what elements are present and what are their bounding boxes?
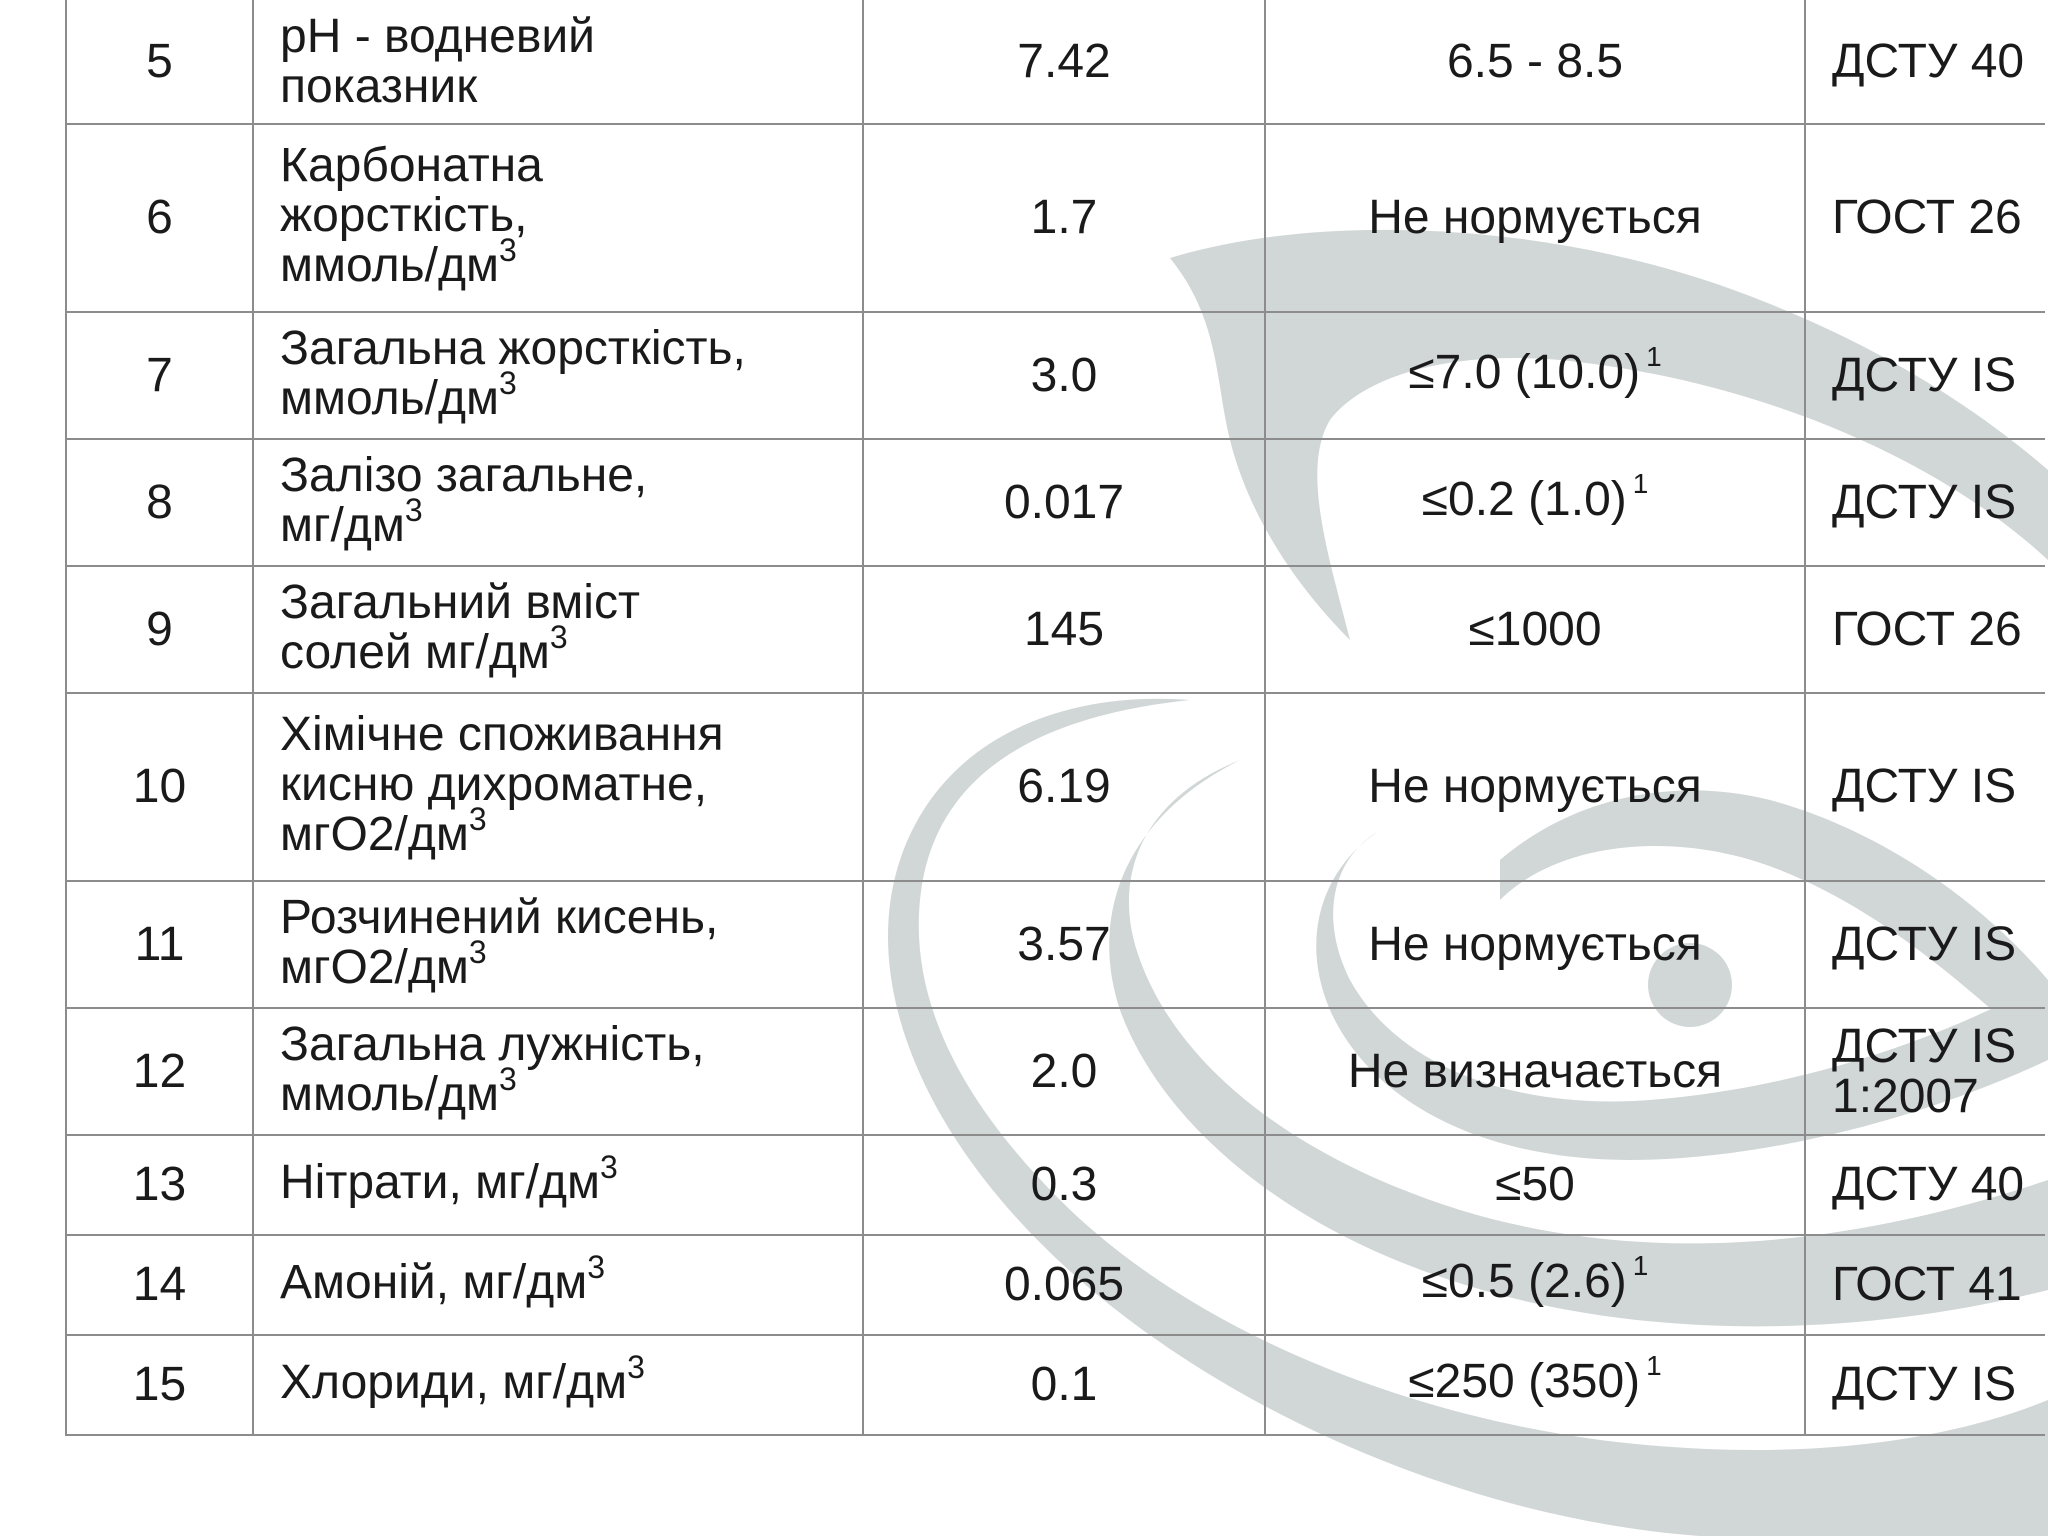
result-value — [863, 124, 1265, 312]
parameter-name-line — [280, 1060, 862, 1124]
parameter-name — [253, 566, 863, 693]
parameter-name-line — [280, 448, 862, 502]
method-text: ДСТУ IS — [1832, 348, 2017, 402]
table-row — [66, 1135, 2045, 1235]
result-value-text: 6.19 — [1017, 760, 1111, 813]
norm-value — [1265, 439, 1805, 566]
row-number — [66, 439, 253, 566]
norm-value — [1265, 881, 1805, 1008]
method-text: ДСТУ 40 — [1832, 34, 2025, 88]
parameter-name-text: Хлориди, мг/дм — [280, 1356, 628, 1409]
method-text: ДСТУ IS — [1832, 1358, 2017, 1411]
parameter-name-text: Загальна жорсткість, — [280, 321, 746, 375]
norm-value — [1265, 1235, 1805, 1335]
row-number — [66, 566, 253, 693]
method-text: ДСТУ 40 — [1832, 1158, 2025, 1211]
parameter-name-line — [280, 191, 862, 241]
water-analysis-table — [65, 0, 2045, 1436]
table-row — [66, 312, 2045, 439]
parameter-subscript: 2 — [367, 808, 395, 861]
parameter-name-line — [280, 1149, 862, 1212]
method-line — [1832, 762, 2045, 812]
parameter-name-text: Амоній, мг/дм — [280, 1256, 588, 1309]
row-number — [66, 124, 253, 312]
method-line — [1832, 602, 2045, 656]
norm-value-text: Не нормується — [1368, 760, 1702, 813]
method-line — [1832, 1260, 2045, 1310]
parameter-name — [253, 124, 863, 312]
result-value-text: 0.1 — [1030, 1358, 1098, 1411]
parameter-name-tail: /дм — [394, 808, 469, 861]
parameter-name-line — [280, 9, 862, 63]
result-value-text: 2.0 — [1030, 1044, 1098, 1098]
norm-value — [1265, 693, 1805, 881]
norm-value-text: ≤0.5 (2.6) — [1421, 1255, 1627, 1308]
parameter-name-line — [280, 618, 862, 682]
table-row — [66, 566, 2045, 693]
table-row — [66, 693, 2045, 881]
method-text: ГОСТ 26 — [1832, 602, 2022, 656]
parameter-superscript: 3 — [627, 1349, 645, 1385]
result-value-text: 0.017 — [1003, 475, 1125, 529]
parameter-superscript: 3 — [549, 618, 568, 655]
norm-value-text: ≤250 (350) — [1408, 1355, 1641, 1408]
parameter-name-text: Загальна лужність, — [280, 1017, 705, 1071]
parameter-name-text: ммоль/дм — [280, 239, 499, 292]
parameter-name — [253, 693, 863, 881]
parameter-name-line — [280, 491, 862, 555]
row-number-text: 12 — [132, 1044, 187, 1098]
row-number-text: 15 — [132, 1358, 187, 1411]
table-row — [66, 881, 2045, 1008]
row-number-text: 5 — [146, 34, 173, 88]
row-number-text: 10 — [132, 760, 187, 813]
row-number — [66, 693, 253, 881]
parameter-name-line — [280, 890, 862, 944]
norm-value-text: Не визначається — [1347, 1044, 1723, 1098]
parameter-name-line — [280, 321, 862, 375]
parameter-name-text: жорсткість, — [280, 189, 528, 242]
parameter-superscript: 3 — [499, 364, 517, 401]
result-value-text: 1.7 — [1030, 191, 1098, 244]
parameter-name-line — [280, 1017, 862, 1071]
parameter-name-line — [280, 710, 862, 760]
table-row — [66, 124, 2045, 312]
result-value — [863, 439, 1265, 566]
parameter-name-line — [280, 801, 862, 864]
table-row — [66, 1235, 2045, 1335]
parameter-name-text: Залізо загальне, — [280, 448, 648, 502]
method-text: ГОСТ 41 — [1832, 1258, 2022, 1311]
norm-footnote: 1 — [1632, 1250, 1649, 1281]
method-standard — [1805, 881, 2045, 1008]
norm-value-text: ≤7.0 (10.0) — [1408, 345, 1641, 399]
norm-value — [1265, 566, 1805, 693]
parameter-name-text: Розчинений кисень, — [280, 890, 719, 944]
method-standard — [1805, 0, 2045, 124]
result-value-text: 3.0 — [1030, 348, 1098, 402]
method-standard — [1805, 693, 2045, 881]
method-text: ДСТУ IS — [1832, 917, 2017, 971]
norm-value — [1265, 312, 1805, 439]
norm-value — [1265, 1335, 1805, 1435]
parameter-name-text: мг/дм — [280, 498, 405, 552]
result-value — [863, 1335, 1265, 1435]
parameter-superscript: 3 — [599, 1149, 618, 1185]
parameter-name — [253, 312, 863, 439]
method-text: 1:2007 — [1832, 1069, 1979, 1123]
method-standard — [1805, 439, 2045, 566]
method-line — [1832, 1019, 2045, 1073]
result-value-text: 0.065 — [1003, 1258, 1125, 1311]
result-value — [863, 693, 1265, 881]
parameter-superscript: 3 — [468, 801, 487, 837]
parameter-name — [253, 0, 863, 124]
parameter-name-line — [280, 141, 862, 191]
norm-value-text: Не нормується — [1368, 191, 1702, 244]
result-value-text: 3.57 — [1017, 917, 1111, 971]
method-line — [1832, 34, 2045, 88]
row-number — [66, 1135, 253, 1235]
parameter-name-text: солей мг/дм — [280, 625, 550, 679]
table-row — [66, 1335, 2045, 1435]
parameter-name — [253, 439, 863, 566]
parameter-name-text: Карбонатна — [280, 139, 543, 192]
result-value-text: 145 — [1023, 602, 1105, 656]
norm-value-text: 6.5 - 8.5 — [1446, 34, 1624, 88]
norm-footnote: 1 — [1646, 340, 1662, 372]
row-number — [66, 881, 253, 1008]
parameter-name-line — [280, 232, 862, 295]
row-number — [66, 0, 253, 124]
parameter-name-text: мгО — [280, 940, 368, 994]
method-line — [1832, 1360, 2045, 1410]
parameter-name-tail: /дм — [394, 940, 469, 994]
row-number — [66, 1235, 253, 1335]
norm-value — [1265, 0, 1805, 124]
method-line — [1832, 1160, 2045, 1210]
method-line — [1832, 475, 2045, 529]
parameter-name-line — [280, 575, 862, 629]
parameter-superscript: 3 — [499, 232, 517, 268]
parameter-name — [253, 1135, 863, 1235]
parameter-name — [253, 881, 863, 1008]
result-value — [863, 566, 1265, 693]
parameter-name-text: показник — [280, 59, 478, 113]
method-text: ДСТУ IS — [1832, 1019, 2017, 1073]
result-value — [863, 312, 1265, 439]
norm-footnote: 1 — [1632, 467, 1649, 499]
row-number-text: 14 — [132, 1258, 187, 1311]
row-number — [66, 1008, 253, 1135]
parameter-superscript: 3 — [468, 933, 487, 970]
result-value — [863, 1235, 1265, 1335]
method-standard — [1805, 312, 2045, 439]
table-row — [66, 439, 2045, 566]
parameter-name-line — [280, 364, 862, 428]
parameter-superscript: 3 — [587, 1249, 606, 1285]
method-line — [1832, 917, 2045, 971]
norm-value-text: ≤50 — [1495, 1158, 1575, 1211]
row-number-text: 7 — [146, 348, 173, 402]
parameter-name — [253, 1008, 863, 1135]
row-number-text: 9 — [146, 602, 173, 656]
parameter-name-line — [280, 760, 862, 810]
table-row — [66, 0, 2045, 124]
parameter-name — [253, 1235, 863, 1335]
method-line — [1832, 1069, 2045, 1123]
table-row — [66, 1008, 2045, 1135]
parameter-name-text: ммоль/дм — [280, 371, 499, 425]
result-value — [863, 0, 1265, 124]
norm-value — [1265, 124, 1805, 312]
norm-value-text: Не нормується — [1368, 917, 1702, 971]
method-standard — [1805, 1135, 2045, 1235]
result-value — [863, 1008, 1265, 1135]
row-number-text: 13 — [132, 1158, 187, 1211]
row-number-text: 6 — [146, 191, 173, 244]
norm-value-text: ≤1000 — [1468, 602, 1602, 656]
parameter-name-text: кисню дихроматне, — [280, 758, 708, 811]
method-text: ДСТУ IS — [1832, 475, 2017, 529]
result-value-text: 0.3 — [1030, 1158, 1098, 1211]
row-number-text: 8 — [146, 475, 173, 529]
method-standard — [1805, 124, 2045, 312]
parameter-superscript: 3 — [404, 491, 423, 528]
parameter-subscript: 2 — [367, 940, 395, 994]
row-number — [66, 312, 253, 439]
parameter-name-text: Загальний вміст — [280, 575, 640, 629]
result-value — [863, 1135, 1265, 1235]
norm-value — [1265, 1008, 1805, 1135]
parameter-name-line — [280, 933, 862, 997]
method-text: ГОСТ 26 — [1832, 191, 2022, 244]
norm-footnote: 1 — [1646, 1350, 1662, 1381]
parameter-name-text: ммоль/дм — [280, 1067, 499, 1121]
parameter-name-line — [280, 1349, 862, 1412]
parameter-name — [253, 1335, 863, 1435]
norm-value-text: ≤0.2 (1.0) — [1421, 472, 1627, 526]
method-standard — [1805, 1235, 2045, 1335]
method-line — [1832, 348, 2045, 402]
method-line — [1832, 193, 2045, 243]
row-number-text: 11 — [134, 917, 185, 971]
method-text: ДСТУ IS — [1832, 760, 2017, 813]
parameter-name-text: Нітрати, мг/дм — [280, 1156, 600, 1209]
norm-value — [1265, 1135, 1805, 1235]
parameter-name-text: Хімічне споживання — [280, 708, 724, 761]
result-value — [863, 881, 1265, 1008]
result-value-text: 7.42 — [1017, 34, 1111, 88]
parameter-name-text: мгО — [280, 808, 368, 861]
method-standard — [1805, 566, 2045, 693]
method-standard — [1805, 1335, 2045, 1435]
parameter-name-line — [280, 1249, 862, 1312]
parameter-name-text: pH - водневий — [280, 9, 595, 63]
parameter-name-line — [280, 59, 862, 113]
method-standard — [1805, 1008, 2045, 1135]
row-number — [66, 1335, 253, 1435]
parameter-superscript: 3 — [499, 1060, 517, 1097]
